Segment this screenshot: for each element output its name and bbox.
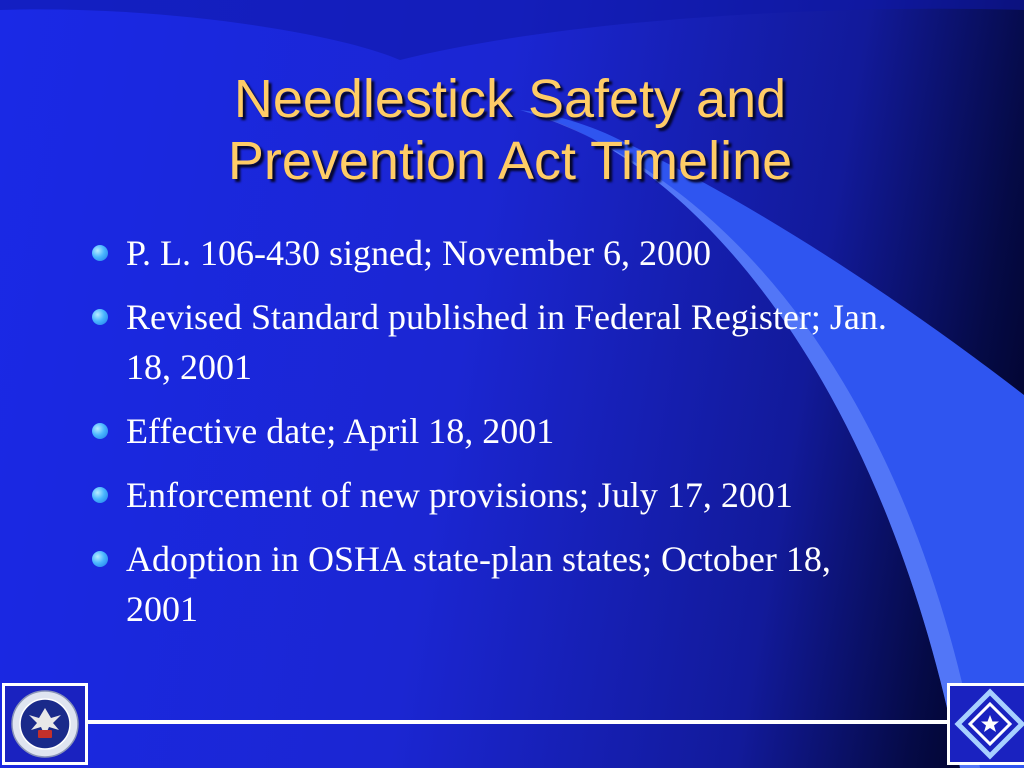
bullet-text: Revised Standard published in Federal Register; Jan. 18, 2001: [126, 297, 887, 387]
department-of-labor-seal: [2, 683, 88, 765]
title-line-1: Needlestick Safety and: [233, 69, 787, 129]
bullet-item: [88, 534, 908, 634]
footer-divider: [88, 720, 948, 724]
bullet-text: Effective date; April 18, 2001: [126, 411, 555, 451]
bullet-item: [88, 292, 908, 392]
department-of-labor-seal-icon: [5, 686, 85, 762]
bullet-list: [88, 228, 908, 648]
bullet-text: Enforcement of new provisions; July 17, 2001: [126, 475, 793, 515]
bullet-dot-icon: [92, 487, 108, 503]
bullet-dot-icon: [92, 245, 108, 261]
bullet-item: [88, 228, 908, 278]
bullet-dot-icon: [92, 309, 108, 325]
title-line-2: Prevention Act Timeline: [227, 131, 793, 191]
bullet-dot-icon: [92, 551, 108, 567]
slide-title: [100, 68, 920, 192]
bullet-text: Adoption in OSHA state-plan states; October 18, 2001: [126, 539, 831, 629]
diamond-star-emblem-icon: [950, 686, 1024, 762]
bullet-item: [88, 470, 908, 520]
diamond-emblem: [947, 683, 1024, 765]
bullet-dot-icon: [92, 423, 108, 439]
bullet-item: [88, 406, 908, 456]
bullet-text: P. L. 106-430 signed; November 6, 2000: [126, 233, 711, 273]
